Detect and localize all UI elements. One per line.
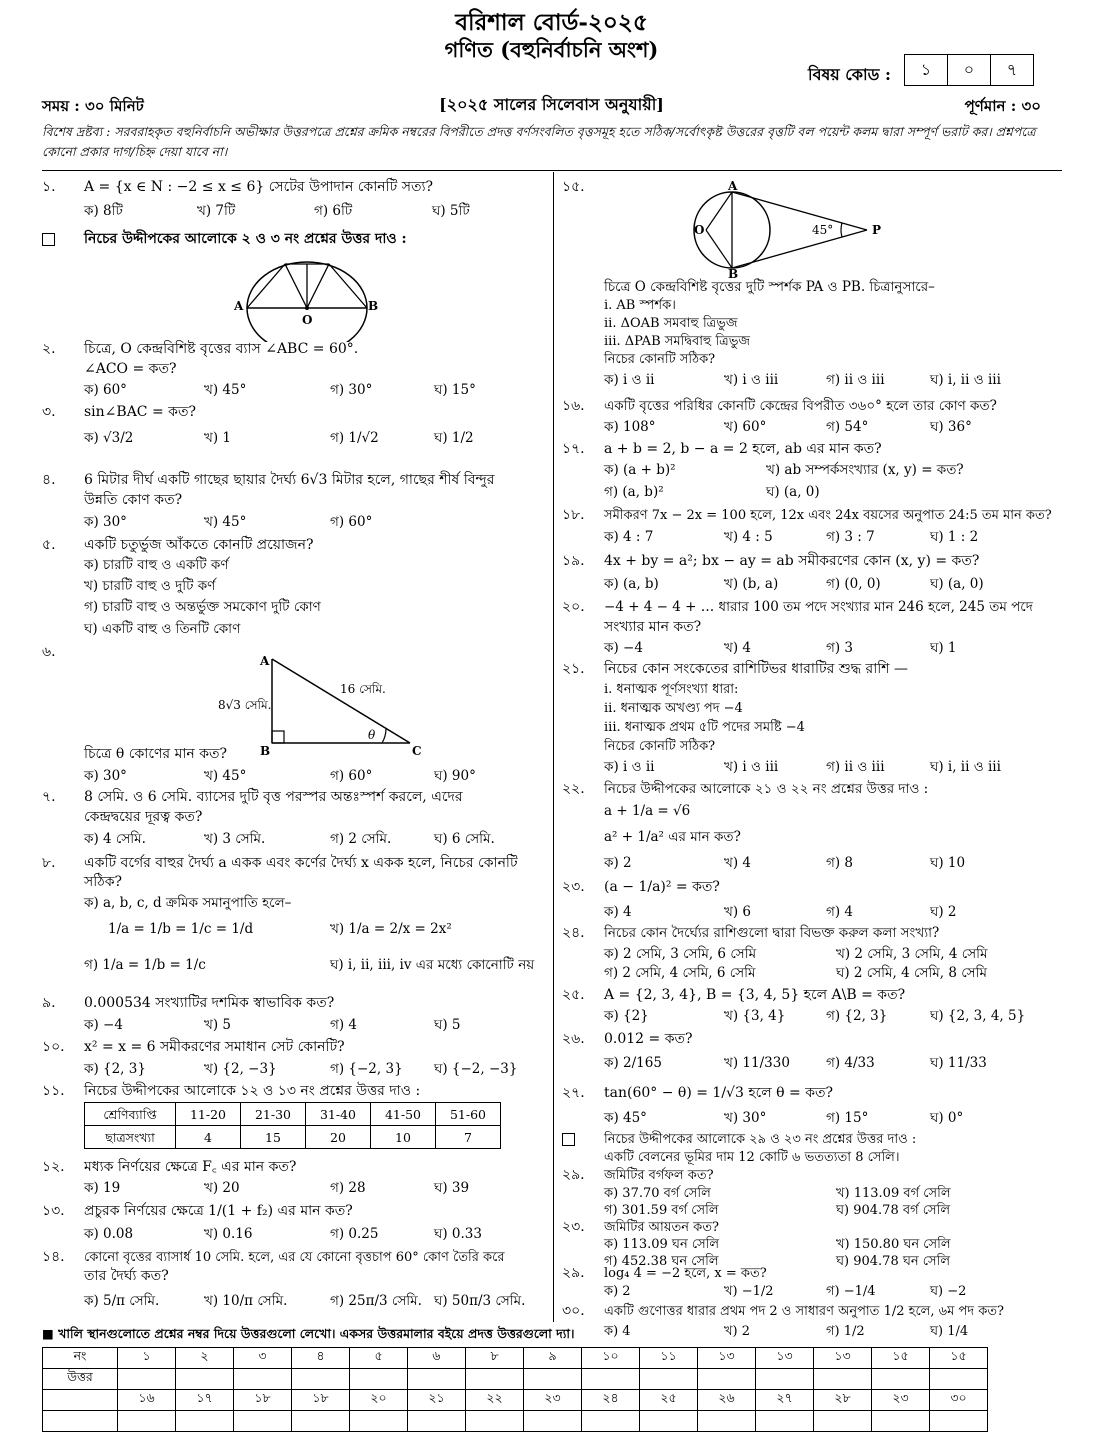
answer-grid-label: নং xyxy=(43,1348,118,1369)
question-24: ২৪. নিচের কোন দৈর্ঘ্যের রাশিগুলো দ্বারা বিভক্ত করুল কলা সংখ্যা? ক) 2 সেমি, 3 সেমি, 6 সেমি খ) 2 সেমি, 3 সেমি, 4 সেমি গ) 2 সেমি, 4 সেমি, 6 সেমি ঘ) 2 সেমি, 4 সেমি, 8 সেমি xyxy=(562,925,988,981)
question-20: ২০. −4 + 4 − 4 + … ধারার 100 তম পদে সংখ্যার মান 246 হলে, 245 তম পদে সংখ্যার মান কত? ক) −4 খ) 4 গ) 3 ঘ) 1 xyxy=(562,599,1033,656)
answer-cell[interactable] xyxy=(756,1369,814,1390)
header-divider xyxy=(42,170,1062,171)
answer-cell[interactable] xyxy=(756,1411,814,1432)
question-15: ১৫. A O B P 45° চিত্রে O কেন্দ্রবিশিষ্ট বৃত্তের দুটি স্পর্শক PA ও PB. চিত্রানুসারে– i. AB স্পর্শক। ii. ΔOAB সমবাহু ত্রিভুজ iii. ΔPAB সমদ্বিবাহু ত্রিভুজ নিচের কোনটি সঠিক? ক) i ও ii খ) i ও iii গ) ii ও iii ঘ) i, ii ও iii xyxy=(562,179,1001,388)
table-row xyxy=(43,1369,988,1390)
question-16: ১৬. একটি বৃত্তের পরিধির কোনটি কেন্দ্রের বিপরীত ৩৬০° হলে তার কোণ কত? ক) 108° খ) 60° গ) 54° ঘ) 36° xyxy=(562,398,997,435)
code-digit: ০ xyxy=(948,55,991,85)
answer-cell[interactable] xyxy=(640,1411,698,1432)
answer-cell[interactable] xyxy=(524,1369,582,1390)
answer-cell[interactable] xyxy=(234,1369,292,1390)
question-29: ২৩. জমিটির আয়তন কত? ক) 113.09 ঘন সেলি খ) 150.80 ঘন সেলি গ) 452.38 ঘন সেলি ঘ) 904.78 ঘন সেলি xyxy=(562,1219,951,1269)
question-17: ১৭. a + b = 2, b − a = 2 হলে, ab এর মান কত? ক) (a + b)² খ) ab সম্পর্কসংখ্যার (x, y) = কত? গ) (a, b)² ঘ) (a, 0) xyxy=(562,441,964,500)
question-23: ২৩. (a − 1/a)² = কত? ক) 4 খ) 6 গ) 4 ঘ) 2 xyxy=(562,879,957,920)
svg-text:8√3 সেমি.: 8√3 সেমি. xyxy=(218,698,272,712)
answer-cell[interactable] xyxy=(466,1411,524,1432)
question-1: ১. A = {x ∈ N : −2 ≤ x ≤ 6} সেটের উপাদান কোনটি সত্য? ক) 8টি খ) 7টি গ) 6টি ঘ) 5টি xyxy=(42,179,470,219)
svg-text:O: O xyxy=(694,223,705,237)
exam-time: সময় : ৩০ মিনিট xyxy=(42,97,144,115)
question-22: ২২. নিচের উদ্দীপকের আলোকে ২১ ও ২২ নং প্রশ্নের উত্তর দাও : a + 1/a = √6 a² + 1/a² এর মান কত? ক) 2 খ) 4 গ) 8 ঘ) 10 xyxy=(562,781,966,871)
table-row: নং ১ ২ ৩ ৪ ৫ ৬ ৮ ৯ ১০ ১১ ১৩ ১৩ ১৩ ১৫ ১৫ xyxy=(43,1348,988,1369)
question-21: ২১. নিচের কোন সংকেতের রাশিটিভর ধারাটির শুদ্ধ রাশি — i. ধনাত্মক পূর্ণসংখ্যা ধারা: ii. ধনাত্মক অখণ্ড্য পদ −4 iii. ধনাত্মক প্রথম ৫টি পদের সমষ্টি −4 নিচের কোনটি সঠিক? ক) i ও ii খ) i ও iii গ) ii ও iii ঘ) i, ii ও iii xyxy=(562,661,1001,775)
fig1-label-b: B xyxy=(368,299,379,313)
column-divider xyxy=(553,172,554,1322)
instruction-notice: বিশেষ দ্রষ্টব্য : সরবরাহকৃত বহুনির্বাচনি অভীক্ষার উত্তরপত্রে প্রশ্নের ক্রমিক নম্বরের বিপরীতে প্রদত্ত বর্ণসংবলিত বৃত্তসমূহ হতে সঠিক/সর্বোৎকৃষ্ট উত্তরের বৃত্তটি বল পয়েন্ট কলম দ্বারা সম্পূর্ণ ভরাট কর। প্রশ্নপত্রে কোনো প্রকার দাগ/চিহ্ন দেয়া যাবে না। xyxy=(42,124,1036,159)
answer-cell[interactable] xyxy=(698,1411,756,1432)
svg-text:P: P xyxy=(872,223,882,237)
stimulus-2-3: নিচের উদ্দীপকের আলোকে ২ ও ৩ নং প্রশ্নের উত্তর দাও : xyxy=(42,230,547,250)
answer-cell[interactable] xyxy=(118,1369,176,1390)
fig1-label-o: O xyxy=(302,313,313,327)
table-row: ১৬ ১৭ ১৮ ১৮ ২০ ২১ ২২ ২৩ ২৪ ২৫ ২৬ ২৭ ২৮ ২৩ ৩০ xyxy=(43,1390,988,1411)
answer-cell[interactable] xyxy=(466,1369,524,1390)
question-9: ৯. 0.000534 সংখ্যাটির দশমিক স্বাভাবিক কত? ক) −4 খ) 5 গ) 4 ঘ) 5 xyxy=(42,995,461,1033)
question-25: ২৫. A = {2, 3, 4}, B = {3, 4, 5} হলে A\B = কত? ক) {2} খ) {3, 4} গ) {2, 3} ঘ) {2, 3, 4, 5} xyxy=(562,987,1026,1024)
answer-cell[interactable] xyxy=(524,1411,582,1432)
svg-text:C: C xyxy=(412,744,422,757)
svg-text:B: B xyxy=(260,744,271,757)
svg-text:A: A xyxy=(728,179,738,193)
answer-cell[interactable] xyxy=(872,1369,930,1390)
question-26: ২৬. 0.012̇ = কত? ক) 2/165 খ) 11/330 গ) 4/33 ঘ) 11/33 xyxy=(562,1031,987,1071)
table-row: শ্রেণিব্যাপ্তি 11-20 21-30 31-40 41-50 51-60 xyxy=(85,1103,501,1126)
svg-text:A: A xyxy=(260,654,270,668)
answer-cell[interactable] xyxy=(176,1369,234,1390)
question-7: ৭. 8 সেমি. ও 6 সেমি. ব্যাসের দুটি বৃত্ত পরস্পর অন্তঃস্পর্শ করলে, এদের কেন্দ্রদ্বয়ের দূরত্ব কত? ক) 4 সেমি. খ) 3 সেমি. গ) 2 সেমি. ঘ) 6 সেমি. xyxy=(42,789,495,847)
answer-cell[interactable] xyxy=(408,1369,466,1390)
subject-code-boxes xyxy=(904,54,1034,86)
square-bullet-icon xyxy=(42,233,55,246)
answer-cell[interactable] xyxy=(234,1411,292,1432)
question-14: ১৪. কোনো বৃত্তের ব্যাসার্ধ 10 সেমি. হলে, এর যে কোনো বৃত্তচাপ 60° কোণ তৈরি করে তার দৈর্ঘ্য কত? ক) 5/π সেমি. খ) 10/π সেমি. গ) 25π/3 সেমি. ঘ) 50π/3 সেমি. xyxy=(42,1249,526,1309)
code-digit: ৭ xyxy=(1006,60,1018,79)
subject-title: গণিত (বহুনির্বাচনি অংশ) xyxy=(444,37,659,62)
question-5: ৫. একটি চতুর্ভুজ আঁকতে কোনটি প্রয়োজন? ক) চারটি বাহু ও একটি কর্ণ খ) চারটি বাহু ও দুটি কর্ণ গ) চারটি বাহু ও অন্তর্ভুক্ত সমকোণ দুটি কোণ ঘ) একটি বাহু ও তিনটি কোণ xyxy=(42,537,321,637)
answer-cell[interactable] xyxy=(292,1369,350,1390)
question-2: ২. চিত্রে, O কেন্দ্রবিশিষ্ট বৃত্তের ব্যাস ∠ABC = 60°. ∠ACO = কত? ক) 60° খ) 45° গ) 30° ঘ) 15° xyxy=(42,341,476,398)
question-12: ১২. মধ্যক নির্ণয়ের ক্ষেত্রে F꜀ এর মান কত? ক) 19 খ) 20 গ) 28 ঘ) 39 xyxy=(42,1159,470,1196)
answer-cell[interactable] xyxy=(872,1411,930,1432)
answer-cell[interactable] xyxy=(350,1369,408,1390)
question-10: ১০. x² = x = 6 সমীকরণের সমাধান সেট কোনটি? ক) {2, 3} খ) {2, −3} গ) {−2, 3} ঘ) {−2, −3} xyxy=(42,1039,518,1077)
answer-cell[interactable] xyxy=(118,1411,176,1432)
svg-text:16 সেমি.: 16 সেমি. xyxy=(340,682,386,696)
answer-cell[interactable] xyxy=(698,1369,756,1390)
question-6: ৬. A B C 8√3 সেমি. 16 সেমি. θ চিত্রে θ কোণের মান কত? ক) 30° খ) 45° গ) 60° ঘ) 90° xyxy=(42,644,476,784)
answer-grid xyxy=(42,1347,988,1432)
question-27: ২৭. tan(60° − θ) = 1/√3 হলে θ = কত? ক) 45° খ) 30° গ) 15° ঘ) 0° xyxy=(562,1085,964,1126)
full-marks: পূর্ণমান : ৩০ xyxy=(964,97,1041,115)
answer-cell[interactable] xyxy=(408,1411,466,1432)
question-28: ২৯. জমিটির বর্গফল কত? ক) 37.70 বর্গ সেলি খ) 113.09 বর্গ সেলি গ) 301.59 বর্গ সেলি ঘ) 904.78 বর্গ সেলি xyxy=(562,1167,951,1218)
question-8: ৮. একটি বর্গের বাহুর দৈর্ঘ্য a একক এবং কর্ণের দৈর্ঘ্য x একক হলে, নিচের কোনটি সঠিক? ক) a, b, c, d ক্রমিক সমানুপাতি হলে– 1/a = 1/b = 1/c = 1/d খ) 1/a = 2/x = 2x² গ) 1/a = 1/b = 1/c ঘ) i, ii, iii, iv এর মধ্যে কোনোটি নয় xyxy=(42,855,535,973)
frequency-table xyxy=(84,1102,501,1149)
answer-cell[interactable] xyxy=(640,1369,698,1390)
answer-cell[interactable] xyxy=(582,1369,640,1390)
answer-cell[interactable] xyxy=(582,1411,640,1432)
svg-text:θ: θ xyxy=(368,728,376,742)
question-19: ১৯. 4x + by = a²; bx − ay = ab সমীকরণের কোন (x, y) = কত? ক) (a, b) খ) (b, a) গ) (0, 0) ঘ) (a, 0) xyxy=(562,553,984,592)
answer-cell[interactable] xyxy=(814,1369,872,1390)
fig1-label-a: A xyxy=(234,299,244,313)
semicircle-figure xyxy=(232,250,382,342)
answer-cell[interactable] xyxy=(176,1411,234,1432)
svg-text:B: B xyxy=(728,267,739,278)
table-row: ছাত্রসংখ্যা 4 15 20 10 7 xyxy=(85,1126,501,1149)
question-30: ৩০. একটি গুণোত্তর ধারার প্রথম পদ 2 ও সাধারণ অনুপাত 1/2 হলে, ৬ম পদ কত? ক) 4 খ) 2 গ) 1/2 ঘ) 1/4 xyxy=(562,1303,1005,1339)
tangent-figure xyxy=(692,178,892,278)
table-row xyxy=(43,1411,988,1432)
question-18: ১৮. সমীকরণ 7x − 2x = 100 হলে, 12x এবং 24x বয়সের অনুপাত 24:5 তম মান কত? ক) 4 : 7 খ) 4 : 5 গ) 3 : 7 ঘ) 1 : 2 xyxy=(562,507,1052,545)
answer-cell[interactable] xyxy=(930,1369,988,1390)
answer-cell[interactable] xyxy=(930,1411,988,1432)
question-13: ১৩. প্রচুরক নির্ণয়ের ক্ষেত্রে 1/(1 + f₂) এর মান কত? ক) 0.08 খ) 0.16 গ) 0.25 ঘ) 0.33 xyxy=(42,1203,482,1242)
question-29b: ২৯. log₄ 4 = −2 হলে, x = কত? ক) 2 খ) −1/2 গ) −1/4 ঘ) −2 xyxy=(562,1265,967,1299)
syllabus-note: [২০২৫ সালের সিলেবাস অনুযায়ী] xyxy=(439,95,664,114)
right-triangle-figure xyxy=(212,647,472,757)
answer-cell[interactable] xyxy=(350,1411,408,1432)
answer-grid-label: উত্তর xyxy=(43,1369,118,1390)
question-3: ৩. sin∠BAC = কত? ক) √3/2 খ) 1 গ) 1/√2 ঘ) 1/2 xyxy=(42,404,474,446)
square-bullet-icon xyxy=(562,1133,575,1146)
question-11: ১১. নিচের উদ্দীপকের আলোকে ১২ ও ১৩ নং প্রশ্নের উত্তর দাও : শ্রেণিব্যাপ্তি 11-20 21-30 31-40 41-50 51-60 ছাত্রসংখ্যা 4 15 20 10 7 xyxy=(42,1082,547,1154)
code-digit: ১ xyxy=(905,55,948,85)
subject-code-label: বিষয় কোড : xyxy=(808,65,891,84)
answer-cell[interactable] xyxy=(814,1411,872,1432)
stimulus-28-29: নিচের উদ্দীপকের আলোকে ২৯ ও ২৩ নং প্রশ্নের উত্তর দাও : একটি বেলনের ভূমির দাম 12 কোটি ৬ ভতত্যতা 8 সেলি। xyxy=(562,1130,1062,1168)
question-4: ৪. 6 মিটার দীর্ঘ একটি গাছের ছায়ার দৈর্ঘ্য 6√3 মিটার হলে, গাছের শীর্ষ বিন্দুর উন্নতি কোণ কত? ক) 30° খ) 45° গ) 60° xyxy=(42,472,495,530)
footer-note: ■ খালি স্থানগুলোতে প্রশ্নের নম্বর দিয়ে উত্তরগুলো লেখো। একসর উত্তরমালার বইয়ে প্রদত্ত উত্তরগুলো দ্যা। xyxy=(42,1326,575,1341)
board-title: বরিশাল বোর্ড-২০২৫ xyxy=(455,9,648,36)
svg-text:45°: 45° xyxy=(812,223,834,237)
answer-cell[interactable] xyxy=(292,1411,350,1432)
